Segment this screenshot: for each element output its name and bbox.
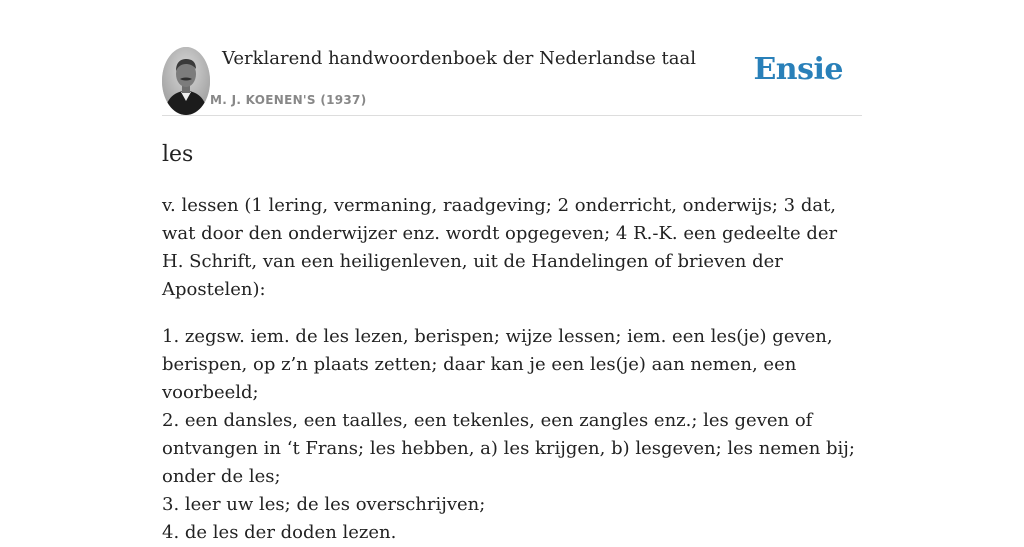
book-title: Verklarend handwoordenboek der Nederlandse taal bbox=[222, 48, 696, 69]
author-label: M. J. KOENEN'S (1937) bbox=[210, 93, 367, 107]
sense-list bbox=[162, 323, 862, 547]
sense-item: 4. de les der doden lezen. bbox=[162, 522, 397, 543]
headword: les bbox=[162, 142, 194, 167]
ensie-logo-link[interactable]: Ensie bbox=[753, 52, 843, 87]
definition: v. lessen (1 lering, vermaning, raadgeving; 2 onderricht, onderwijs; 3 dat, wat door den onderwijzer enz. wordt opgegeven; 4 R.-K. een gedeelte der H. Schrift, van een heiligenleven, uit de Handelingen of brieven der Apostelen): bbox=[162, 195, 838, 300]
entry-body bbox=[162, 192, 862, 547]
sense-item: 1. zegsw. iem. de les lezen, berispen; wijze lessen; iem. een les(je) geven, berispen, op z’n plaats zetten; daar kan je een les(je) aan nemen, een voorbeeld; bbox=[162, 326, 833, 403]
header bbox=[162, 0, 862, 116]
author-portrait-icon bbox=[162, 47, 210, 115]
page bbox=[162, 0, 862, 543]
sense-item: 2. een dansles, een taalles, een tekenles, een zangles enz.; les geven of ontvangen in ‘t Frans; les hebben, a) les krijgen, b) lesgeven; les nemen bij; onder de les; bbox=[162, 410, 855, 487]
sense-item: 3. leer uw les; de les overschrijven; bbox=[162, 494, 486, 515]
